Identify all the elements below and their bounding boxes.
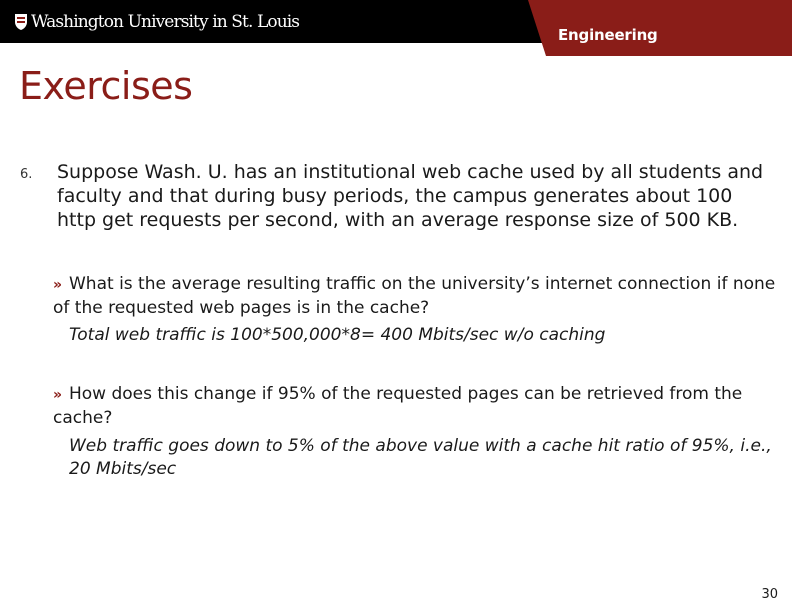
item-text: Suppose Wash. U. has an institutional web cache used by all students and faculty and that during busy periods, the campus generates about 100 http get requests per second, with an average response size of 500 KB. xyxy=(57,161,764,231)
engineering-tab[interactable] xyxy=(528,0,792,56)
university-name: Washington University in St. Louis xyxy=(31,12,300,32)
question-2 xyxy=(53,383,778,430)
question-1-text: What is the average resulting traffic on the university’s internet connection if none of the requested web pages is in the cache? xyxy=(53,274,776,318)
answer-2: Web traffic goes down to 5% of the above value with a cache hit ratio of 95%, i.e., 20 Mbits/sec xyxy=(69,436,772,479)
university-logo[interactable] xyxy=(14,8,299,36)
item-number: 6. xyxy=(20,167,33,182)
shield-icon xyxy=(14,13,28,31)
question-1 xyxy=(53,273,778,320)
page-number: 30 xyxy=(761,587,778,602)
question-2-text: How does this change if 95% of the requested pages can be retrieved from the cache? xyxy=(53,384,743,428)
bullet-icon: » xyxy=(53,387,63,403)
slide-title: Exercises xyxy=(19,64,193,108)
bullet-icon: » xyxy=(53,277,63,293)
engineering-label: Engineering xyxy=(558,26,658,44)
answer-1: Total web traffic is 100*500,000*8= 400 Mbits/sec w/o caching xyxy=(69,325,606,345)
